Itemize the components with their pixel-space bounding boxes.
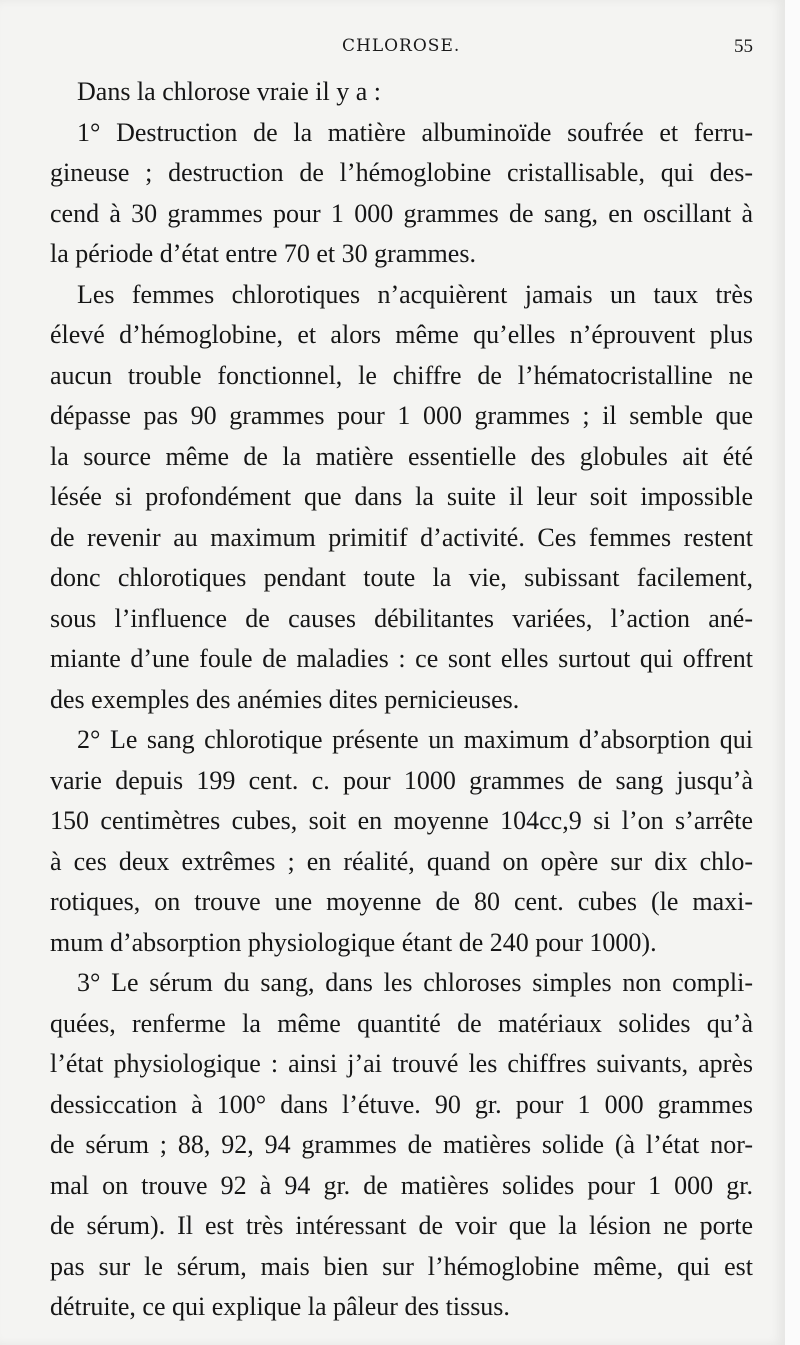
text-line: à ces deux extrêmes ; en réalité, quand on opère sur dix chlo- xyxy=(50,846,753,876)
page-edge xyxy=(785,0,800,1345)
text-line: Dans la chlorose vraie il y a : xyxy=(77,77,381,106)
text-line: gineuse ; destruction de l’hémoglobine cristallisable, qui des- xyxy=(50,158,753,187)
text-line: élevé d’hémoglobine, et alors même qu’elles n’éprouvent plus xyxy=(50,320,753,349)
text-line: quées, renferme la même quantité de matériaux solides qu’à xyxy=(50,1008,753,1038)
text-line: donc chlorotiques pendant toute la vie, subissant facilement, xyxy=(50,563,753,592)
text-line: lésée si profondément que dans la suite il leur soit impossible xyxy=(50,482,753,511)
text-line: dessiccation à 100° dans l’étuve. 90 gr. pour 1 000 grammes xyxy=(50,1089,753,1119)
text-line: l’état physiologique : ainsi j’ai trouvé les chiffres suivants, après xyxy=(50,1049,753,1078)
text-line: la source même de la matière essentielle des globules ait été xyxy=(50,441,753,471)
text-line: la période d’état entre 70 et 30 grammes. xyxy=(50,239,476,268)
text-line: détruite, ce qui explique la pâleur des tissus. xyxy=(50,1292,510,1321)
running-title: CHLOROSE. xyxy=(342,36,461,56)
body-text xyxy=(50,72,753,1328)
page-number: 55 xyxy=(734,36,753,57)
text-line: 3° Le sérum du sang, dans les chloroses simples non compli- xyxy=(77,968,753,997)
page-header xyxy=(0,36,785,66)
text-line: varie depuis 199 cent. c. pour 1000 grammes de sang jusqu’à xyxy=(50,765,753,795)
text-line: pas sur le sérum, mais bien sur l’hémoglobine même, qui est xyxy=(50,1251,753,1281)
text-line: mal on trouve 92 à 94 gr. de matières solides pour 1 000 gr. xyxy=(50,1170,753,1200)
text-line: sous l’influence de causes débilitantes variées, l’action ané- xyxy=(50,603,753,633)
text-line: aucun trouble fonctionnel, le chiffre de l’hématocristalline ne xyxy=(50,360,753,390)
text-line: miante d’une foule de maladies : ce sont elles surtout qui offrent xyxy=(50,644,753,673)
text-line: 2° Le sang chlorotique présente un maximum d’absorption qui xyxy=(77,725,753,754)
text-line: dépasse pas 90 grammes pour 1 000 grammes ; il semble que xyxy=(50,401,753,430)
text-line: des exemples des anémies dites pernicieuses. xyxy=(50,684,520,714)
text-line: de sérum). Il est très intéressant de voir que la lésion ne porte xyxy=(50,1211,753,1240)
text-line: de revenir au maximum primitif d’activité. Ces femmes restent xyxy=(50,522,753,552)
text-line: de sérum ; 88, 92, 94 grammes de matières solide (à l’état nor- xyxy=(50,1130,753,1159)
text-line: 1° Destruction de la matière albuminoïde soufrée et ferru- xyxy=(77,117,753,147)
text-line: rotiques, on trouve une moyenne de 80 cent. cubes (le maxi- xyxy=(50,887,753,916)
text-line: cend à 30 grammes pour 1 000 grammes de sang, en oscillant à xyxy=(50,198,753,228)
text-line: mum d’absorption physiologique étant de 240 pour 1000). xyxy=(50,927,657,957)
text-line: Les femmes chlorotiques n’acquièrent jamais un taux très xyxy=(77,279,753,309)
text-line: 150 centimètres cubes, soit en moyenne 104cc,9 si l’on s’arrête xyxy=(50,806,753,835)
